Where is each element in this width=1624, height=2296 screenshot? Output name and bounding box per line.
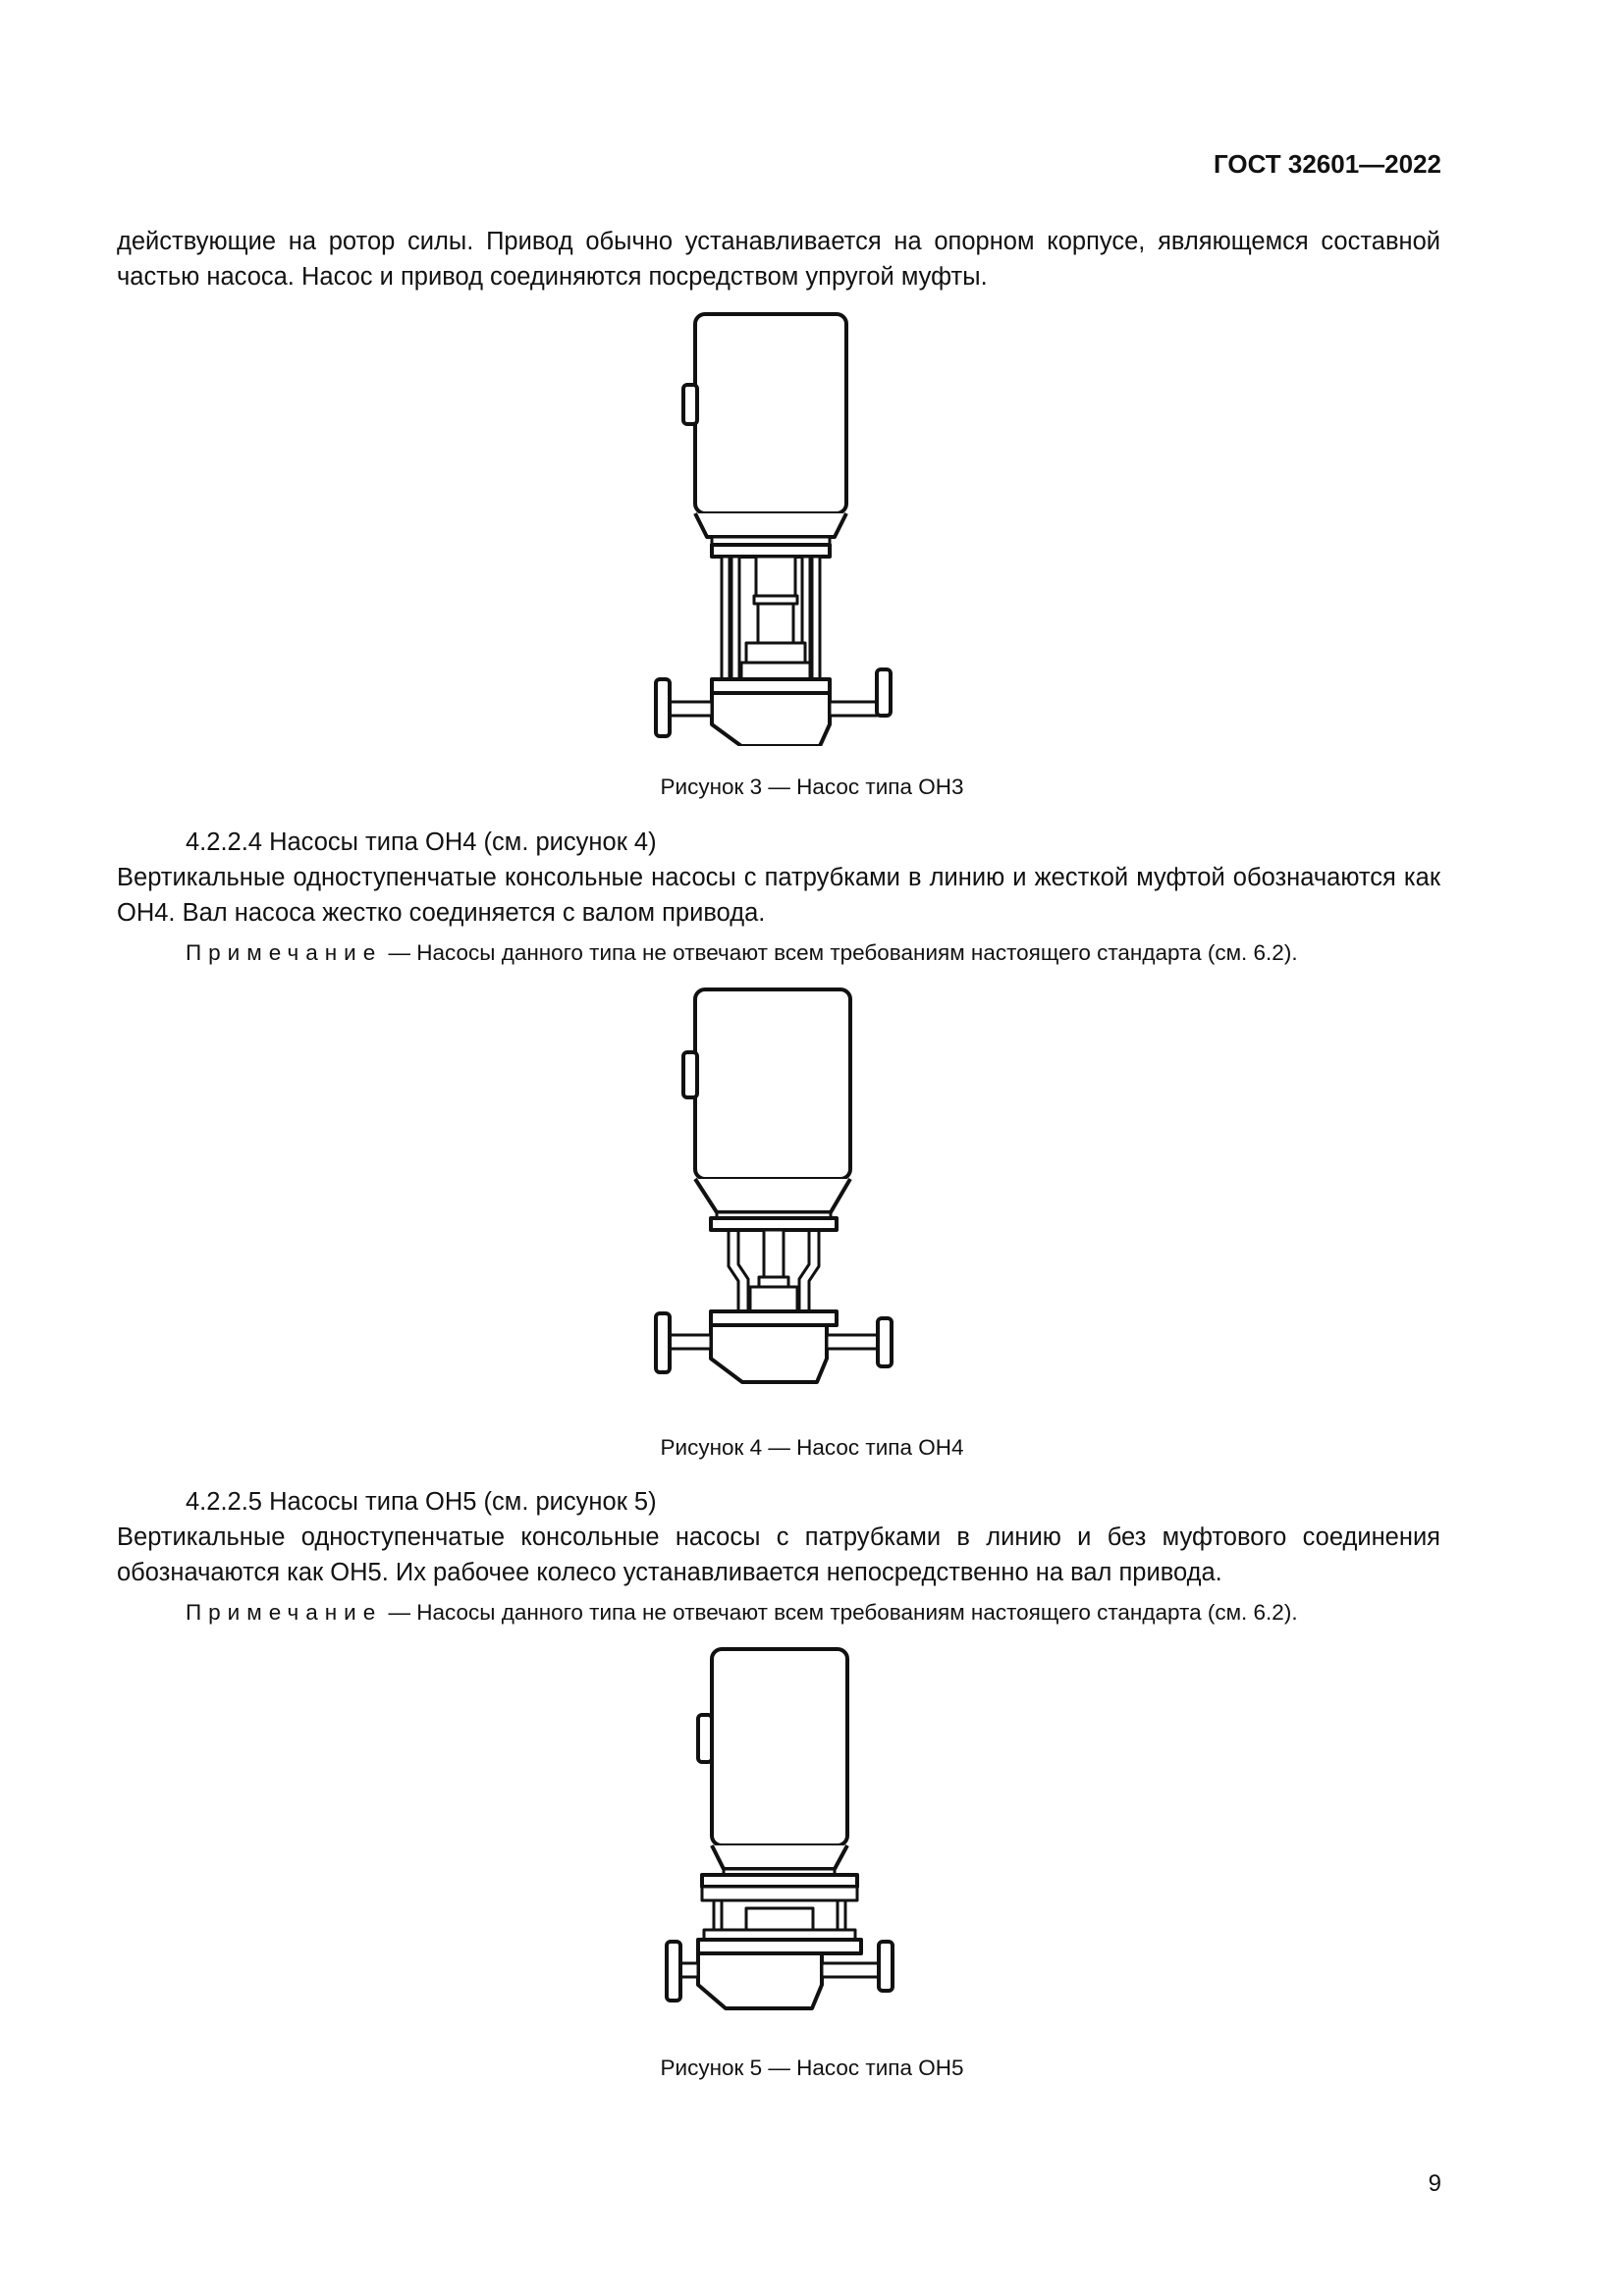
pump-casing (698, 1953, 822, 2008)
motor-flange (702, 1875, 857, 1887)
motor-taper (695, 513, 846, 537)
pump-casing (712, 693, 830, 746)
terminal-box (683, 1052, 697, 1097)
pump-casing (711, 1325, 827, 1382)
support-post-left (722, 557, 730, 679)
figure-4-drawing (648, 982, 903, 1418)
discharge-pipe (822, 1963, 879, 1977)
clause-4-2-2-4-heading: 4.2.2.4 Насосы типа OH4 (см. рисунок 4) (186, 828, 657, 856)
motor-flange (712, 545, 830, 557)
discharge-flange (878, 1318, 892, 1366)
motor-body (695, 989, 850, 1179)
suction-pipe (680, 1963, 698, 1977)
figure-5-caption: Рисунок 5 — Насос типа OH5 (660, 2056, 964, 2080)
motor-taper (695, 1179, 850, 1212)
support-post-left-inner (731, 557, 739, 679)
standard-code: ГОСТ 32601—2022 (1214, 149, 1441, 179)
coupling-lower (758, 604, 793, 643)
suction-flange (667, 1942, 680, 2001)
clause-4-2-2-5-text: Вертикальные одноступенчатые консольные насосы с патрубками в линию и без муфтового соединения обозначаются как OH5. Их рабочее колесо устанавливается непосредственно на вал привода. (117, 1523, 1440, 1586)
motor-flange (711, 1218, 837, 1230)
rigid-coupling (764, 1230, 784, 1277)
clause-4-2-2-4-text: Вертикальные одноступенчатые консольные насосы с патрубками в линию и жесткой муфтой обозначаются как OH4. Вал насоса жестко соединяется с валом привода. (117, 864, 1440, 927)
figure-3-drawing (648, 304, 903, 746)
seal-housing (750, 1287, 797, 1311)
terminal-box (698, 1715, 712, 1762)
motor-taper (712, 1845, 847, 1869)
bearing-frame (741, 663, 810, 679)
casing-cover (711, 1311, 837, 1325)
note-1 (186, 937, 1298, 969)
pump-oh3-diagram (648, 304, 903, 746)
note-1-label: Примечание (186, 940, 383, 965)
figure-4-caption: Рисунок 4 — Насос типа OH4 (660, 1435, 964, 1460)
suction-pipe (670, 702, 712, 716)
page-number: 9 (1428, 2170, 1441, 2197)
pump-oh5-diagram (643, 1641, 918, 2044)
terminal-box (683, 385, 697, 424)
suction-flange (656, 1313, 670, 1372)
figure-3-caption: Рисунок 3 — Насос типа OH3 (660, 774, 964, 799)
discharge-flange (879, 1942, 893, 1991)
pump-oh4-diagram (648, 982, 903, 1418)
motor-body (695, 314, 846, 513)
discharge-flange (877, 669, 891, 716)
support-post-right (812, 557, 820, 679)
discharge-pipe (830, 702, 877, 716)
figure-5-drawing (643, 1641, 918, 2044)
note-2-text: — Насосы данного типа не отвечают всем требованиям настоящего стандарта (см. 6.2). (382, 1600, 1298, 1625)
seal-housing (746, 1908, 813, 1930)
motor-body (712, 1649, 847, 1845)
casing-cover (712, 679, 830, 693)
note-2-label: Примечание (186, 1600, 383, 1625)
clause-4-2-2-5-heading: 4.2.2.5 Насосы типа OH5 (см. рисунок 5) (186, 1488, 657, 1516)
note-2 (186, 1597, 1298, 1629)
note-1-text: — Насосы данного типа не отвечают всем требованиям настоящего стандарта (см. 6.2). (382, 940, 1298, 965)
suction-flange (656, 679, 670, 736)
adapter-plate (702, 1887, 857, 1900)
seal-housing (746, 643, 805, 663)
intro-paragraph: действующие на ротор силы. Привод обычно устанавливается на опорном корпусе, являющемся составной частью насоса. Насос и привод соединяются посредством упругой муфты. (117, 228, 1440, 291)
suction-pipe (670, 1335, 711, 1349)
casing-cover (698, 1940, 861, 1953)
discharge-pipe (827, 1335, 878, 1349)
coupling-upper (756, 557, 795, 596)
